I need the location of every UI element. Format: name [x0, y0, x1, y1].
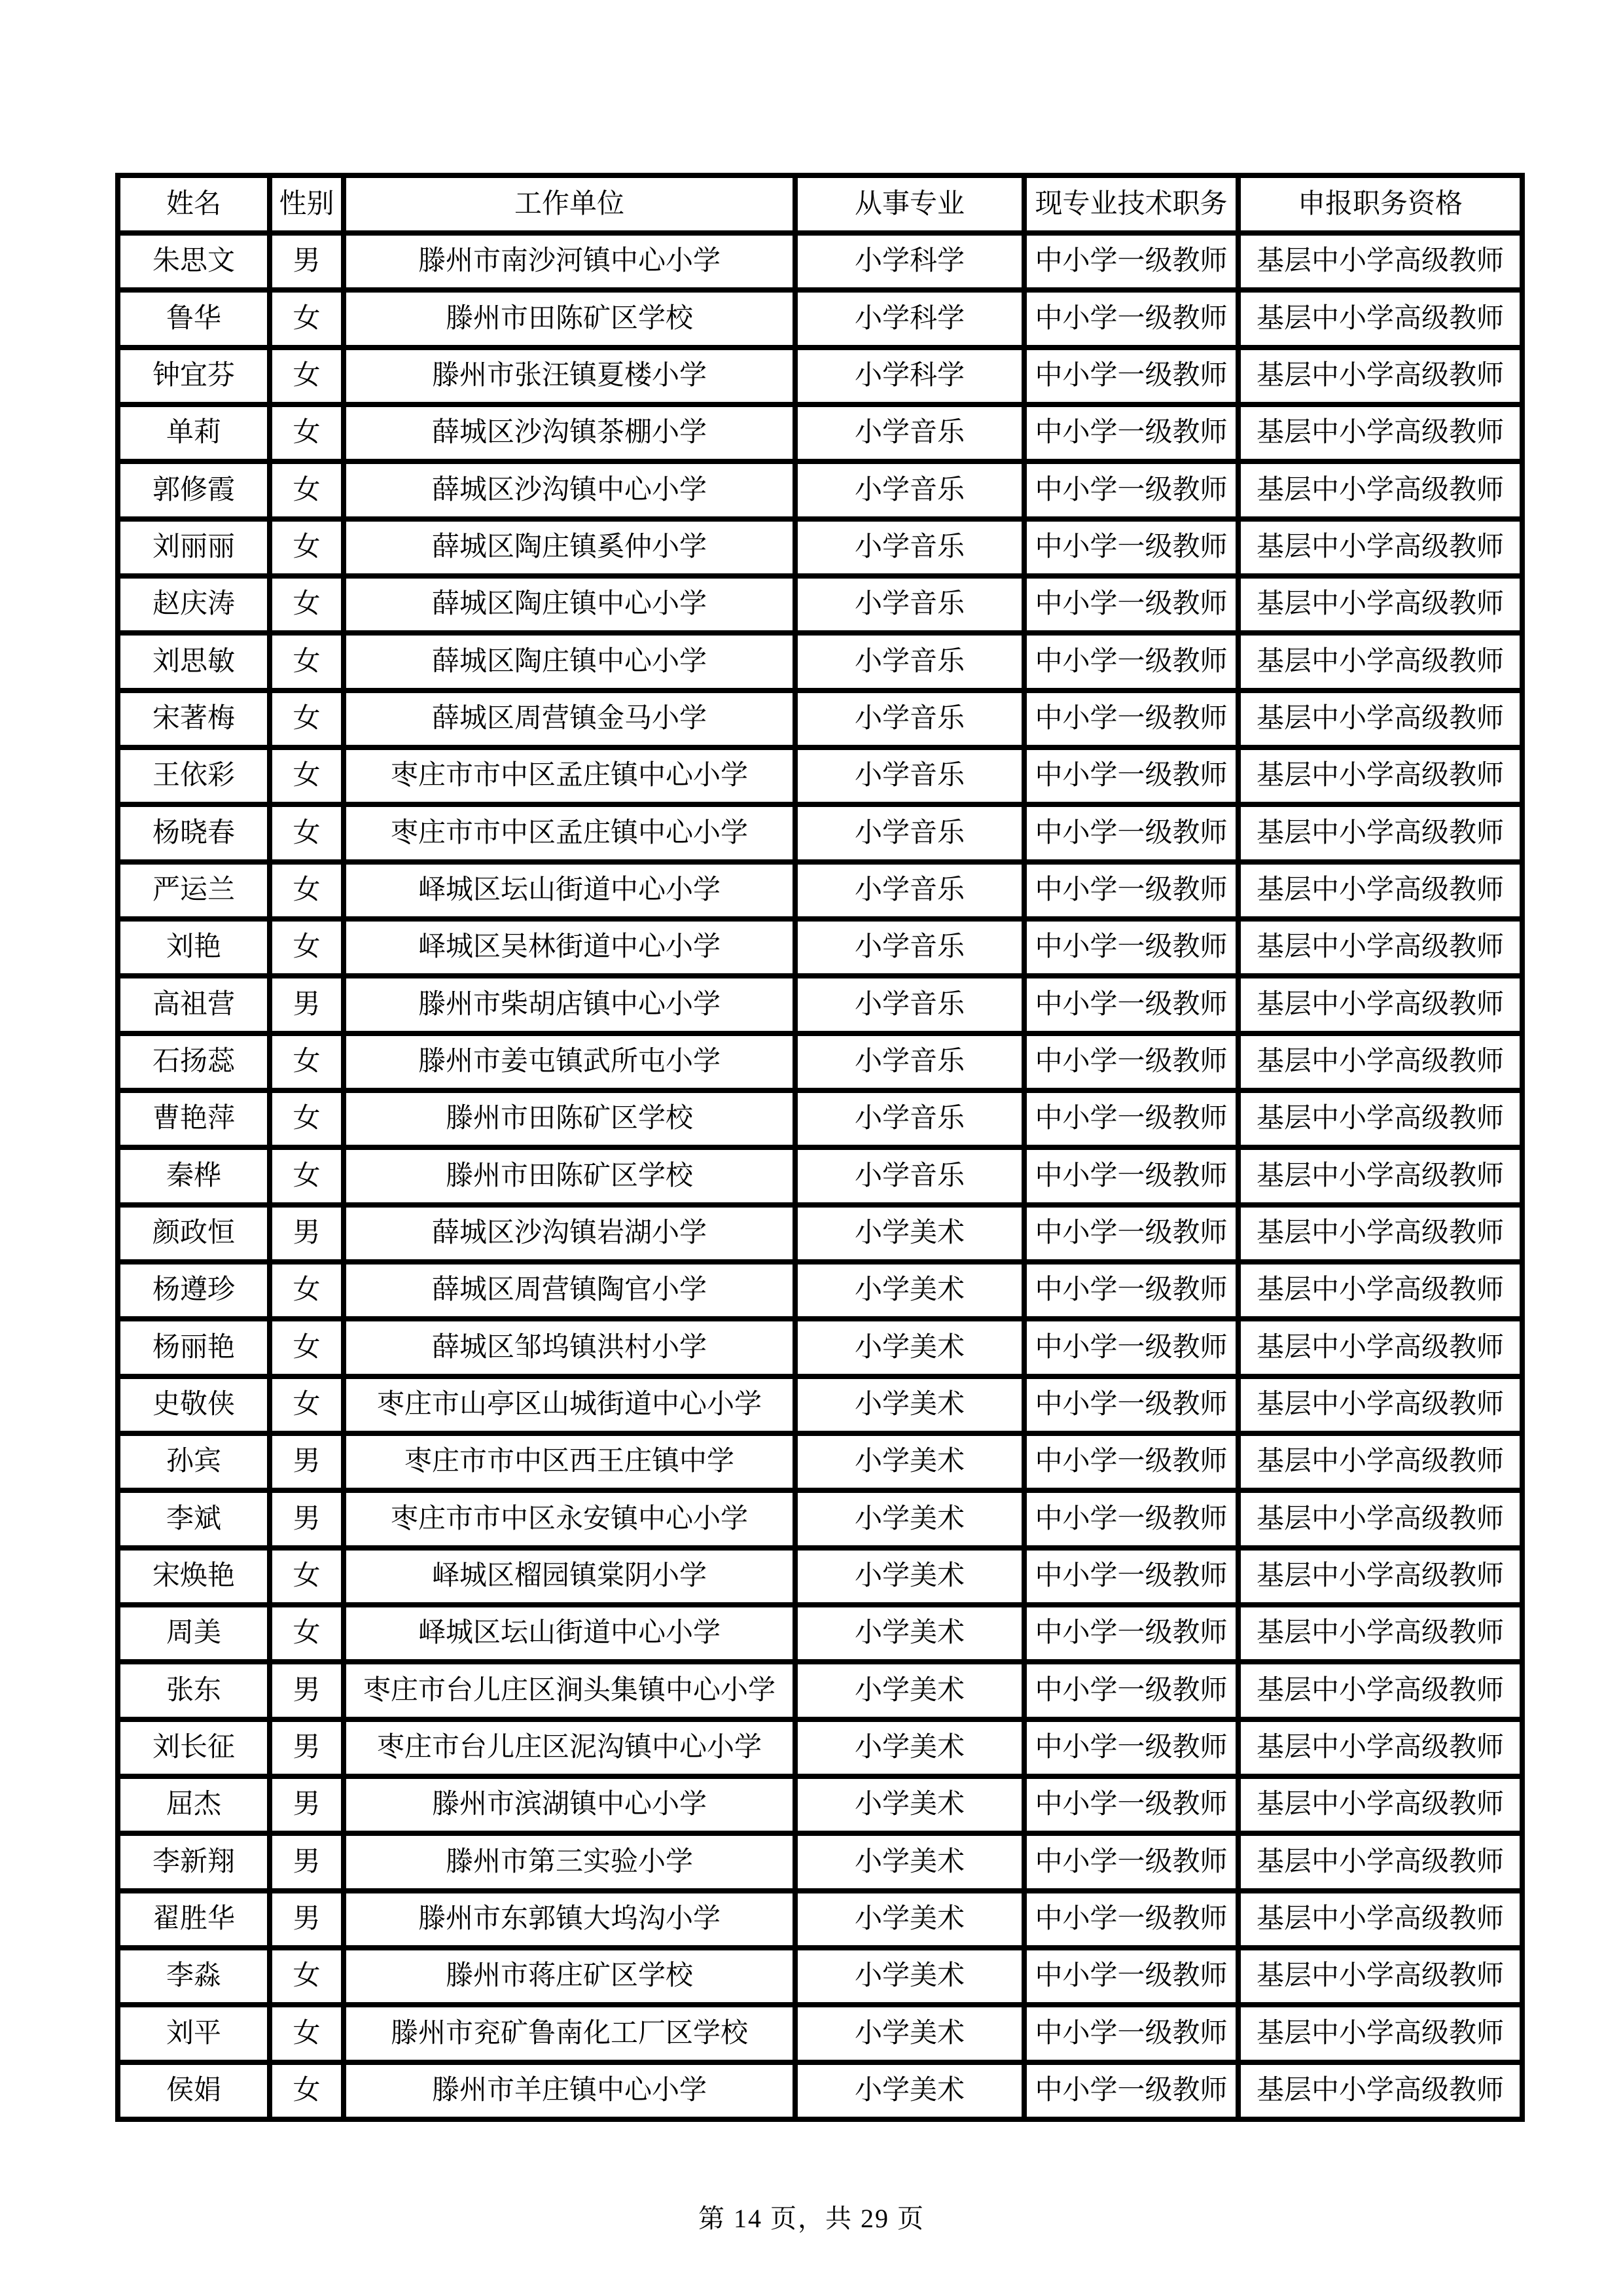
cell-major: 小学音乐	[795, 919, 1024, 976]
cell-current-title: 中小学一级教师	[1024, 1033, 1238, 1090]
cell-gender: 女	[270, 1319, 344, 1376]
page-number: 第 14 页，共 29 页	[698, 2204, 925, 2233]
cell-work-unit: 枣庄市台儿庄区泥沟镇中心小学	[344, 1719, 795, 1776]
table-body	[118, 233, 1522, 2119]
cell-current-title: 中小学一级教师	[1024, 1433, 1238, 1490]
cell-applied-title: 基层中小学高级教师	[1238, 576, 1522, 633]
cell-current-title: 中小学一级教师	[1024, 747, 1238, 804]
cell-work-unit: 峄城区坛山街道中心小学	[344, 1605, 795, 1662]
cell-gender: 女	[270, 1548, 344, 1605]
cell-name: 高祖营	[118, 976, 270, 1033]
cell-applied-title: 基层中小学高级教师	[1238, 290, 1522, 347]
cell-gender: 男	[270, 1776, 344, 1833]
col-header-work-unit: 工作单位	[344, 175, 795, 233]
cell-gender: 女	[270, 1147, 344, 1204]
cell-gender: 女	[270, 804, 344, 861]
cell-applied-title: 基层中小学高级教师	[1238, 1891, 1522, 1948]
cell-name: 王依彩	[118, 747, 270, 804]
cell-gender: 女	[270, 1090, 344, 1147]
cell-gender: 女	[270, 1262, 344, 1319]
table-row	[118, 1891, 1522, 1948]
cell-major: 小学音乐	[795, 747, 1024, 804]
table-row	[118, 576, 1522, 633]
table-row	[118, 1033, 1522, 1090]
cell-current-title: 中小学一级教师	[1024, 1776, 1238, 1833]
table-row	[118, 919, 1522, 976]
cell-work-unit: 薛城区沙沟镇岩湖小学	[344, 1205, 795, 1262]
cell-name: 李斌	[118, 1490, 270, 1547]
cell-work-unit: 枣庄市台儿庄区涧头集镇中心小学	[344, 1662, 795, 1719]
cell-major: 小学美术	[795, 1433, 1024, 1490]
cell-major: 小学美术	[795, 1319, 1024, 1376]
cell-gender: 女	[270, 1033, 344, 1090]
cell-name: 钟宜芬	[118, 348, 270, 404]
cell-major: 小学美术	[795, 2062, 1024, 2120]
table-row	[118, 633, 1522, 690]
cell-current-title: 中小学一级教师	[1024, 1833, 1238, 1890]
cell-current-title: 中小学一级教师	[1024, 1662, 1238, 1719]
cell-work-unit: 薛城区陶庄镇中心小学	[344, 576, 795, 633]
cell-major: 小学音乐	[795, 1147, 1024, 1204]
cell-current-title: 中小学一级教师	[1024, 576, 1238, 633]
cell-name: 鲁华	[118, 290, 270, 347]
cell-work-unit: 薛城区沙沟镇茶棚小学	[344, 404, 795, 461]
table-row	[118, 233, 1522, 290]
table-row	[118, 1605, 1522, 1662]
cell-applied-title: 基层中小学高级教师	[1238, 804, 1522, 861]
cell-name: 杨丽艳	[118, 1319, 270, 1376]
cell-work-unit: 滕州市蒋庄矿区学校	[344, 1948, 795, 2005]
cell-current-title: 中小学一级教师	[1024, 1090, 1238, 1147]
cell-major: 小学音乐	[795, 804, 1024, 861]
cell-name: 郭修霞	[118, 461, 270, 518]
cell-work-unit: 滕州市东郭镇大坞沟小学	[344, 1891, 795, 1948]
cell-gender: 女	[270, 691, 344, 747]
cell-work-unit: 峄城区榴园镇棠阴小学	[344, 1548, 795, 1605]
cell-name: 刘艳	[118, 919, 270, 976]
table-row	[118, 290, 1522, 347]
table-row	[118, 404, 1522, 461]
cell-gender: 男	[270, 1205, 344, 1262]
table-row	[118, 1490, 1522, 1547]
col-header-applied-title: 申报职务资格	[1238, 175, 1522, 233]
cell-gender: 女	[270, 862, 344, 919]
cell-name: 李淼	[118, 1948, 270, 2005]
cell-major: 小学美术	[795, 1719, 1024, 1776]
table-row	[118, 1090, 1522, 1147]
cell-work-unit: 薛城区周营镇金马小学	[344, 691, 795, 747]
cell-name: 张东	[118, 1662, 270, 1719]
col-header-gender: 性别	[270, 175, 344, 233]
cell-gender: 男	[270, 1833, 344, 1890]
cell-gender: 男	[270, 1433, 344, 1490]
cell-current-title: 中小学一级教师	[1024, 1605, 1238, 1662]
cell-work-unit: 枣庄市市中区永安镇中心小学	[344, 1490, 795, 1547]
table-row	[118, 1433, 1522, 1490]
cell-work-unit: 枣庄市市中区孟庄镇中心小学	[344, 804, 795, 861]
cell-major: 小学美术	[795, 1490, 1024, 1547]
cell-current-title: 中小学一级教师	[1024, 519, 1238, 576]
cell-current-title: 中小学一级教师	[1024, 1147, 1238, 1204]
cell-applied-title: 基层中小学高级教师	[1238, 519, 1522, 576]
cell-gender: 女	[270, 2062, 344, 2120]
cell-applied-title: 基层中小学高级教师	[1238, 1490, 1522, 1547]
cell-work-unit: 薛城区邹坞镇洪村小学	[344, 1319, 795, 1376]
cell-gender: 女	[270, 919, 344, 976]
cell-major: 小学美术	[795, 1548, 1024, 1605]
cell-major: 小学美术	[795, 1833, 1024, 1890]
cell-name: 翟胜华	[118, 1891, 270, 1948]
cell-name: 宋焕艳	[118, 1548, 270, 1605]
cell-work-unit: 峄城区吴林街道中心小学	[344, 919, 795, 976]
table-row	[118, 1147, 1522, 1204]
cell-applied-title: 基层中小学高级教师	[1238, 1833, 1522, 1890]
cell-major: 小学美术	[795, 1605, 1024, 1662]
cell-work-unit: 滕州市柴胡店镇中心小学	[344, 976, 795, 1033]
cell-applied-title: 基层中小学高级教师	[1238, 1719, 1522, 1776]
cell-work-unit: 滕州市田陈矿区学校	[344, 290, 795, 347]
table-row	[118, 2005, 1522, 2062]
cell-current-title: 中小学一级教师	[1024, 633, 1238, 690]
table-row	[118, 519, 1522, 576]
cell-name: 颜政恒	[118, 1205, 270, 1262]
cell-major: 小学音乐	[795, 976, 1024, 1033]
table-row	[118, 348, 1522, 404]
cell-work-unit: 滕州市田陈矿区学校	[344, 1147, 795, 1204]
cell-name: 刘思敏	[118, 633, 270, 690]
cell-work-unit: 滕州市南沙河镇中心小学	[344, 233, 795, 290]
cell-major: 小学科学	[795, 290, 1024, 347]
cell-gender: 女	[270, 747, 344, 804]
cell-current-title: 中小学一级教师	[1024, 976, 1238, 1033]
cell-applied-title: 基层中小学高级教师	[1238, 1319, 1522, 1376]
cell-gender: 女	[270, 1376, 344, 1433]
cell-work-unit: 峄城区坛山街道中心小学	[344, 862, 795, 919]
cell-gender: 男	[270, 1490, 344, 1547]
teacher-roster-table	[115, 173, 1525, 2122]
cell-current-title: 中小学一级教师	[1024, 1319, 1238, 1376]
cell-gender: 男	[270, 976, 344, 1033]
cell-major: 小学音乐	[795, 461, 1024, 518]
cell-applied-title: 基层中小学高级教师	[1238, 633, 1522, 690]
cell-major: 小学科学	[795, 348, 1024, 404]
cell-current-title: 中小学一级教师	[1024, 1719, 1238, 1776]
cell-major: 小学美术	[795, 1891, 1024, 1948]
cell-current-title: 中小学一级教师	[1024, 862, 1238, 919]
cell-applied-title: 基层中小学高级教师	[1238, 404, 1522, 461]
cell-current-title: 中小学一级教师	[1024, 233, 1238, 290]
cell-name: 宋著梅	[118, 691, 270, 747]
table-row	[118, 1319, 1522, 1376]
cell-gender: 女	[270, 348, 344, 404]
cell-major: 小学音乐	[795, 1033, 1024, 1090]
cell-major: 小学音乐	[795, 519, 1024, 576]
cell-major: 小学音乐	[795, 1090, 1024, 1147]
table-row	[118, 1548, 1522, 1605]
cell-major: 小学美术	[795, 1376, 1024, 1433]
cell-applied-title: 基层中小学高级教师	[1238, 1548, 1522, 1605]
cell-name: 朱思文	[118, 233, 270, 290]
table-row	[118, 1948, 1522, 2005]
cell-major: 小学音乐	[795, 633, 1024, 690]
cell-gender: 男	[270, 233, 344, 290]
cell-gender: 女	[270, 576, 344, 633]
cell-gender: 女	[270, 1948, 344, 2005]
cell-name: 杨晓春	[118, 804, 270, 861]
table-row	[118, 804, 1522, 861]
table-row	[118, 976, 1522, 1033]
cell-applied-title: 基层中小学高级教师	[1238, 919, 1522, 976]
cell-applied-title: 基层中小学高级教师	[1238, 862, 1522, 919]
cell-applied-title: 基层中小学高级教师	[1238, 1433, 1522, 1490]
cell-name: 刘丽丽	[118, 519, 270, 576]
cell-current-title: 中小学一级教师	[1024, 1490, 1238, 1547]
cell-current-title: 中小学一级教师	[1024, 348, 1238, 404]
cell-applied-title: 基层中小学高级教师	[1238, 1262, 1522, 1319]
table-row	[118, 1662, 1522, 1719]
cell-name: 屈杰	[118, 1776, 270, 1833]
cell-applied-title: 基层中小学高级教师	[1238, 976, 1522, 1033]
cell-current-title: 中小学一级教师	[1024, 691, 1238, 747]
cell-name: 侯娟	[118, 2062, 270, 2120]
cell-applied-title: 基层中小学高级教师	[1238, 233, 1522, 290]
cell-applied-title: 基层中小学高级教师	[1238, 1662, 1522, 1719]
cell-applied-title: 基层中小学高级教师	[1238, 1090, 1522, 1147]
cell-applied-title: 基层中小学高级教师	[1238, 461, 1522, 518]
cell-gender: 女	[270, 633, 344, 690]
cell-work-unit: 枣庄市山亭区山城街道中心小学	[344, 1376, 795, 1433]
cell-gender: 女	[270, 290, 344, 347]
cell-name: 杨遵珍	[118, 1262, 270, 1319]
cell-current-title: 中小学一级教师	[1024, 1205, 1238, 1262]
cell-work-unit: 薛城区周营镇陶官小学	[344, 1262, 795, 1319]
cell-work-unit: 滕州市羊庄镇中心小学	[344, 2062, 795, 2120]
cell-name: 曹艳萍	[118, 1090, 270, 1147]
cell-current-title: 中小学一级教师	[1024, 919, 1238, 976]
cell-current-title: 中小学一级教师	[1024, 1548, 1238, 1605]
cell-applied-title: 基层中小学高级教师	[1238, 1948, 1522, 2005]
cell-major: 小学音乐	[795, 691, 1024, 747]
cell-name: 赵庆涛	[118, 576, 270, 633]
cell-work-unit: 薛城区陶庄镇奚仲小学	[344, 519, 795, 576]
cell-gender: 女	[270, 2005, 344, 2062]
cell-applied-title: 基层中小学高级教师	[1238, 1776, 1522, 1833]
cell-current-title: 中小学一级教师	[1024, 1891, 1238, 1948]
cell-name: 史敬侠	[118, 1376, 270, 1433]
cell-current-title: 中小学一级教师	[1024, 1948, 1238, 2005]
cell-work-unit: 滕州市田陈矿区学校	[344, 1090, 795, 1147]
col-header-current-title: 现专业技术职务	[1024, 175, 1238, 233]
cell-work-unit: 薛城区沙沟镇中心小学	[344, 461, 795, 518]
cell-gender: 女	[270, 404, 344, 461]
cell-name: 秦桦	[118, 1147, 270, 1204]
cell-work-unit: 滕州市第三实验小学	[344, 1833, 795, 1890]
cell-work-unit: 滕州市兖矿鲁南化工厂区学校	[344, 2005, 795, 2062]
cell-applied-title: 基层中小学高级教师	[1238, 1033, 1522, 1090]
header-row	[118, 175, 1522, 233]
col-header-major: 从事专业	[795, 175, 1024, 233]
cell-current-title: 中小学一级教师	[1024, 1376, 1238, 1433]
cell-current-title: 中小学一级教师	[1024, 2005, 1238, 2062]
table-row	[118, 691, 1522, 747]
cell-applied-title: 基层中小学高级教师	[1238, 348, 1522, 404]
cell-major: 小学美术	[795, 2005, 1024, 2062]
table-row	[118, 862, 1522, 919]
table-row	[118, 1833, 1522, 1890]
cell-applied-title: 基层中小学高级教师	[1238, 1376, 1522, 1433]
cell-name: 单莉	[118, 404, 270, 461]
cell-work-unit: 薛城区陶庄镇中心小学	[344, 633, 795, 690]
cell-current-title: 中小学一级教师	[1024, 804, 1238, 861]
cell-name: 石扬蕊	[118, 1033, 270, 1090]
cell-major: 小学美术	[795, 1262, 1024, 1319]
cell-major: 小学音乐	[795, 404, 1024, 461]
table-row	[118, 1719, 1522, 1776]
table-header	[118, 175, 1522, 233]
cell-current-title: 中小学一级教师	[1024, 290, 1238, 347]
cell-applied-title: 基层中小学高级教师	[1238, 2005, 1522, 2062]
cell-applied-title: 基层中小学高级教师	[1238, 1605, 1522, 1662]
cell-work-unit: 枣庄市市中区孟庄镇中心小学	[344, 747, 795, 804]
cell-gender: 男	[270, 1891, 344, 1948]
cell-gender: 女	[270, 1605, 344, 1662]
cell-current-title: 中小学一级教师	[1024, 1262, 1238, 1319]
cell-current-title: 中小学一级教师	[1024, 2062, 1238, 2120]
cell-major: 小学美术	[795, 1948, 1024, 2005]
cell-name: 周美	[118, 1605, 270, 1662]
table-row	[118, 1776, 1522, 1833]
cell-gender: 女	[270, 461, 344, 518]
cell-gender: 男	[270, 1662, 344, 1719]
cell-work-unit: 滕州市滨湖镇中心小学	[344, 1776, 795, 1833]
cell-work-unit: 枣庄市市中区西王庄镇中学	[344, 1433, 795, 1490]
cell-applied-title: 基层中小学高级教师	[1238, 691, 1522, 747]
table-row	[118, 1376, 1522, 1433]
cell-name: 刘长征	[118, 1719, 270, 1776]
table-row	[118, 747, 1522, 804]
cell-major: 小学美术	[795, 1776, 1024, 1833]
table-row	[118, 2062, 1522, 2120]
cell-major: 小学科学	[795, 233, 1024, 290]
cell-name: 刘平	[118, 2005, 270, 2062]
cell-major: 小学音乐	[795, 862, 1024, 919]
cell-name: 孙宾	[118, 1433, 270, 1490]
cell-gender: 女	[270, 519, 344, 576]
cell-major: 小学美术	[795, 1662, 1024, 1719]
cell-gender: 男	[270, 1719, 344, 1776]
cell-work-unit: 滕州市姜屯镇武所屯小学	[344, 1033, 795, 1090]
cell-applied-title: 基层中小学高级教师	[1238, 1147, 1522, 1204]
table-row	[118, 1205, 1522, 1262]
cell-work-unit: 滕州市张汪镇夏楼小学	[344, 348, 795, 404]
col-header-name: 姓名	[118, 175, 270, 233]
cell-current-title: 中小学一级教师	[1024, 404, 1238, 461]
cell-major: 小学音乐	[795, 576, 1024, 633]
cell-current-title: 中小学一级教师	[1024, 461, 1238, 518]
cell-applied-title: 基层中小学高级教师	[1238, 747, 1522, 804]
cell-name: 李新翔	[118, 1833, 270, 1890]
table-row	[118, 1262, 1522, 1319]
cell-name: 严运兰	[118, 862, 270, 919]
cell-applied-title: 基层中小学高级教师	[1238, 2062, 1522, 2120]
cell-major: 小学美术	[795, 1205, 1024, 1262]
cell-applied-title: 基层中小学高级教师	[1238, 1205, 1522, 1262]
table-row	[118, 461, 1522, 518]
